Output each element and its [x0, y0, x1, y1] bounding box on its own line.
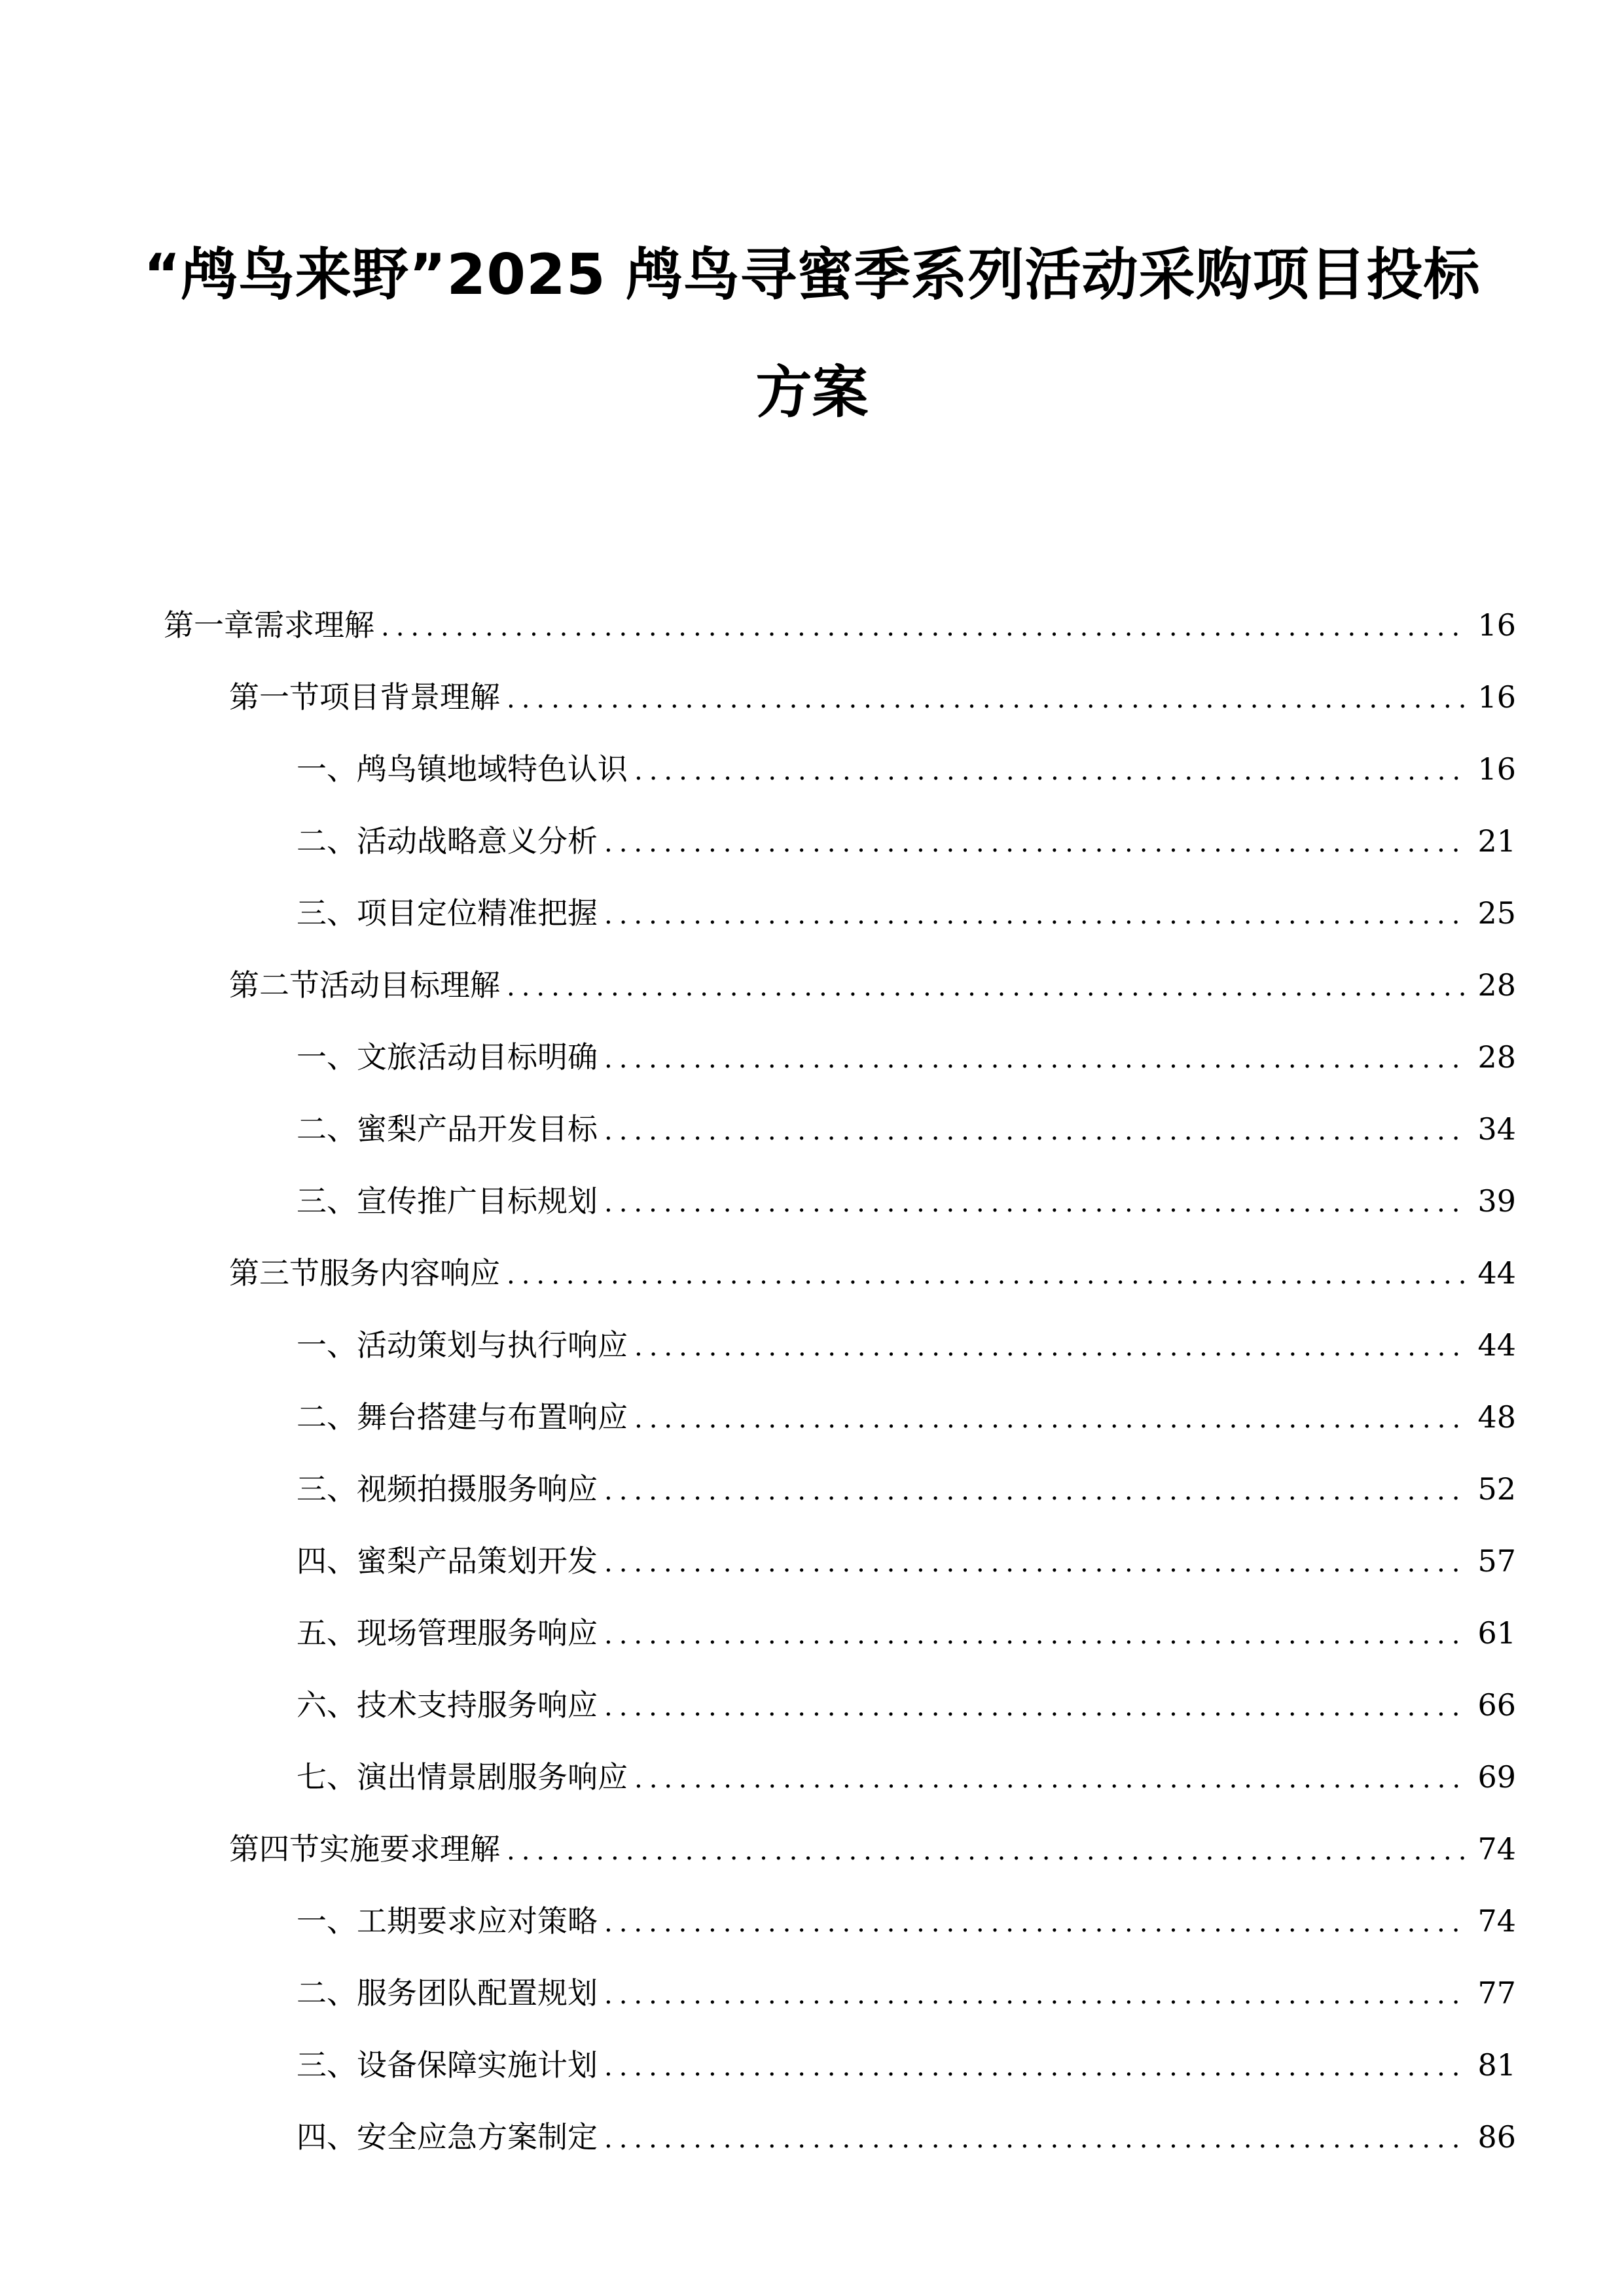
toc-dot-leader — [604, 1543, 1466, 1583]
toc-entry-number: 三、 — [297, 2047, 357, 2083]
toc-entry-number: 六、 — [297, 1687, 357, 1723]
toc-entry-number: 一、 — [297, 1903, 357, 1939]
toc-entry-title: 工期要求应对策略 — [357, 1903, 598, 1939]
toc-entry-title: 视频拍摄服务响应 — [357, 1471, 598, 1507]
toc-entry-title: 现场管理服务响应 — [357, 1615, 598, 1651]
toc-entry-title: 服务团队配置规划 — [357, 1975, 598, 2011]
toc-page-number: 21 — [1477, 823, 1516, 859]
toc-entry[interactable] — [297, 1685, 1516, 1725]
toc-entry-title: 文旅活动目标明确 — [357, 1039, 598, 1075]
toc-entry-title: 活动策划与执行响应 — [357, 1327, 628, 1363]
toc-entry-number: 三、 — [297, 1183, 357, 1219]
toc-page-number: 77 — [1477, 1975, 1516, 2011]
toc-page-number: 57 — [1477, 1543, 1516, 1579]
toc-entry[interactable] — [297, 2045, 1516, 2085]
toc-entry-number: 一、 — [297, 751, 357, 787]
toc-dot-leader — [604, 2047, 1466, 2087]
toc-page-number: 69 — [1477, 1759, 1516, 1795]
toc-dot-leader — [604, 1039, 1466, 1079]
toc-page-number: 74 — [1477, 1903, 1516, 1939]
toc-page-number: 81 — [1477, 2047, 1516, 2083]
toc-page-number: 16 — [1477, 679, 1516, 715]
toc-page-number: 66 — [1477, 1687, 1516, 1723]
toc-entry-title: 项目背景理解 — [319, 679, 500, 715]
toc-entry[interactable] — [297, 1541, 1516, 1581]
toc-entry-number: 三、 — [297, 895, 357, 931]
toc-entry[interactable] — [297, 821, 1516, 861]
toc-dot-leader — [507, 1255, 1466, 1295]
toc-page-number: 16 — [1477, 751, 1516, 787]
toc-entry-number: 一、 — [297, 1327, 357, 1363]
toc-page-number: 39 — [1477, 1183, 1516, 1219]
toc-entry-title: 实施要求理解 — [319, 1831, 500, 1867]
toc-entry-number: 二、 — [297, 1399, 357, 1435]
toc-dot-leader — [604, 1687, 1466, 1727]
toc-page-number: 44 — [1477, 1255, 1516, 1291]
toc-entry[interactable] — [297, 893, 1516, 933]
toc-dot-leader — [634, 1759, 1466, 1799]
toc-dot-leader — [634, 751, 1466, 791]
toc-entry-number: 二、 — [297, 823, 357, 859]
toc-page-number: 34 — [1477, 1111, 1516, 1147]
toc-entry[interactable] — [229, 965, 1516, 1005]
toc-entry[interactable] — [297, 749, 1516, 789]
toc-dot-leader — [604, 1975, 1466, 2015]
toc-page-number: 86 — [1477, 2119, 1516, 2155]
toc-entry-title: 项目定位精准把握 — [357, 895, 598, 931]
toc-entry[interactable] — [297, 1757, 1516, 1797]
toc-entry-number: 一、 — [297, 1039, 357, 1075]
toc-entry[interactable] — [297, 1613, 1516, 1653]
toc-entry[interactable] — [297, 2117, 1516, 2157]
document-title-line-2: 方案 — [755, 360, 869, 425]
toc-entry-number: 第四节 — [229, 1831, 319, 1867]
toc-entry-title: 需求理解 — [254, 607, 374, 643]
toc-entry-title: 蜜梨产品策划开发 — [357, 1543, 598, 1579]
toc-entry[interactable] — [297, 1181, 1516, 1221]
toc-entry[interactable] — [297, 1973, 1516, 2013]
toc-entry[interactable] — [164, 605, 1516, 645]
toc-page-number: 48 — [1477, 1399, 1516, 1435]
toc-entry-number: 四、 — [297, 2119, 357, 2155]
document-title-line-1: “鸬鸟来野”2025 鸬鸟寻蜜季系列活动采购项目投标 — [143, 242, 1481, 308]
toc-page-number: 25 — [1477, 895, 1516, 931]
toc-dot-leader — [604, 895, 1466, 935]
toc-entry-number: 第三节 — [229, 1255, 319, 1291]
toc-entry-number: 二、 — [297, 1975, 357, 2011]
toc-entry[interactable] — [229, 1253, 1516, 1293]
toc-entry[interactable] — [229, 677, 1516, 717]
toc-dot-leader — [604, 1111, 1466, 1151]
toc-page-number: 44 — [1477, 1327, 1516, 1363]
toc-entry-number: 第一节 — [229, 679, 319, 715]
toc-entry-title: 技术支持服务响应 — [357, 1687, 598, 1723]
toc-entry-number: 第一章 — [164, 607, 254, 643]
toc-entry[interactable] — [297, 1469, 1516, 1509]
toc-entry-title: 活动战略意义分析 — [357, 823, 598, 859]
toc-entry[interactable] — [297, 1325, 1516, 1365]
toc-entry-title: 鸬鸟镇地域特色认识 — [357, 751, 628, 787]
toc-dot-leader — [634, 1327, 1466, 1367]
toc-dot-leader — [507, 967, 1466, 1007]
toc-entry-number: 二、 — [297, 1111, 357, 1147]
toc-entry[interactable] — [297, 1397, 1516, 1437]
toc-dot-leader — [507, 1831, 1466, 1871]
toc-entry[interactable] — [297, 1037, 1516, 1077]
toc-page-number: 61 — [1477, 1615, 1516, 1651]
toc-entry-title: 舞台搭建与布置响应 — [357, 1399, 628, 1435]
toc-dot-leader — [604, 823, 1466, 863]
toc-dot-leader — [634, 1399, 1466, 1439]
toc-page-number: 16 — [1477, 607, 1516, 643]
toc-entry-number: 第二节 — [229, 967, 319, 1003]
toc-dot-leader — [604, 2119, 1466, 2159]
toc-entry-title: 宣传推广目标规划 — [357, 1183, 598, 1219]
toc-entry-title: 活动目标理解 — [319, 967, 500, 1003]
toc-dot-leader — [604, 1471, 1466, 1511]
toc-page-number: 74 — [1477, 1831, 1516, 1867]
toc-dot-leader — [381, 607, 1466, 647]
toc-page-number: 52 — [1477, 1471, 1516, 1507]
toc-dot-leader — [507, 679, 1466, 719]
toc-entry-title: 蜜梨产品开发目标 — [357, 1111, 598, 1147]
toc-entry[interactable] — [229, 1829, 1516, 1869]
toc-entry-title: 演出情景剧服务响应 — [357, 1759, 628, 1795]
toc-entry-title: 设备保障实施计划 — [357, 2047, 598, 2083]
toc-dot-leader — [604, 1903, 1466, 1943]
toc-page-number: 28 — [1477, 967, 1516, 1003]
toc-page-number: 28 — [1477, 1039, 1516, 1075]
toc-entry-title: 服务内容响应 — [319, 1255, 500, 1291]
toc-dot-leader — [604, 1183, 1466, 1223]
toc-entry-number: 七、 — [297, 1759, 357, 1795]
toc-entry[interactable] — [297, 1901, 1516, 1941]
toc-entry-number: 五、 — [297, 1615, 357, 1651]
toc-dot-leader — [604, 1615, 1466, 1655]
toc-entry-title: 安全应急方案制定 — [357, 2119, 598, 2155]
toc-entry[interactable] — [297, 1109, 1516, 1149]
toc-entry-number: 四、 — [297, 1543, 357, 1579]
toc-entry-number: 三、 — [297, 1471, 357, 1507]
